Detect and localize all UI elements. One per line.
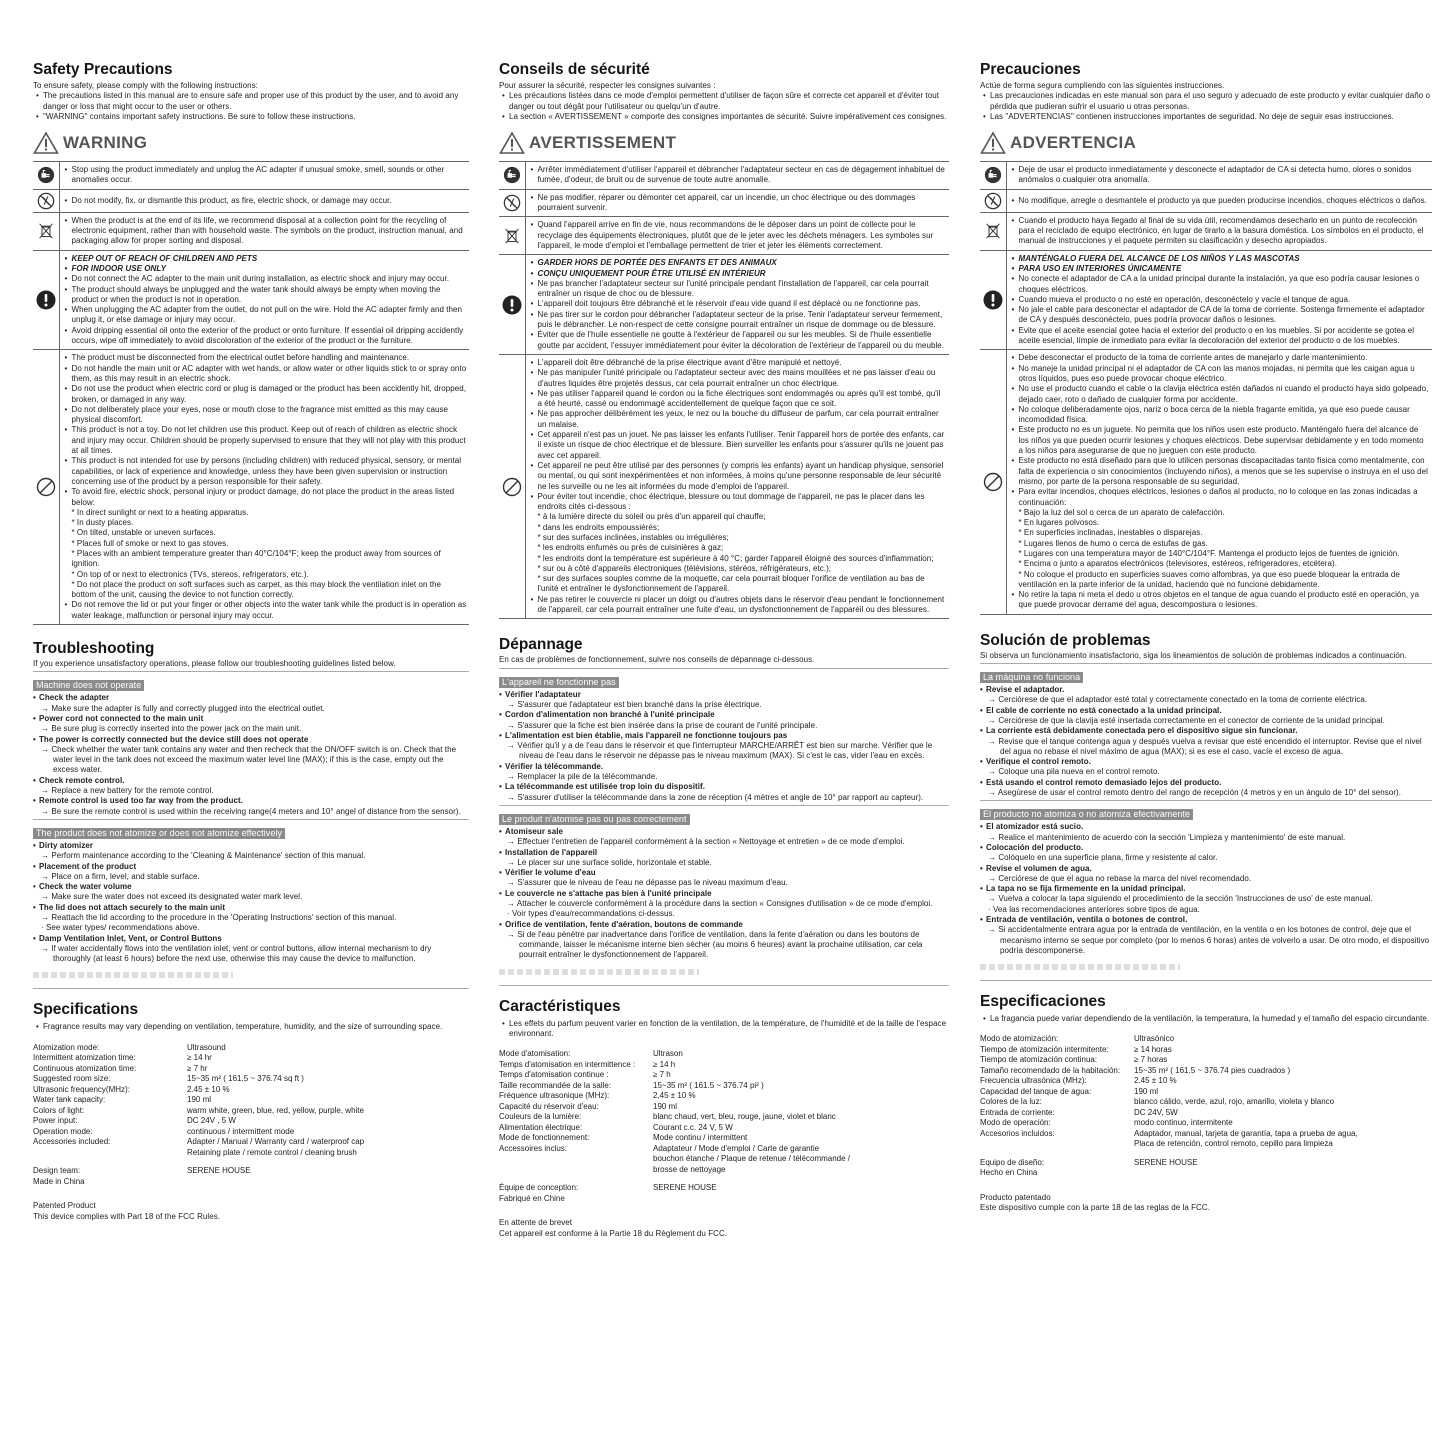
troubleshooting-answer: → Check whether the water tank contains any water and then recheck that the ON/OFF switch is on. Check that the water level in the tank does not exceed the maximum water level line (MAX); if this is the case, empty out the excess water. bbox=[41, 744, 457, 775]
warning-label: AVERTISSEMENT bbox=[529, 133, 677, 153]
safety-title: Safety Precautions bbox=[33, 61, 173, 78]
spec-label: Tamaño recomendado de la habitación: bbox=[980, 1065, 1121, 1075]
list-item: • Do not remove the lid or put your finger or other objects into the water tank while the product is in operation as water leakage, malfunction or personal injury may occur. bbox=[62, 600, 468, 621]
list-item: • When unplugging the AC adapter from the outlet, do not pull on the wire. Hold the AC adapter firmly and then unplug it, or else damage or injury may occur. bbox=[62, 305, 468, 326]
troubleshooting-answer: → S'assurer que la fiche est bien insérée dans la prise de courant de l'unité principale. bbox=[507, 720, 818, 730]
spec-label: Capacité du réservoir d'eau: bbox=[499, 1101, 599, 1111]
troubleshooting-title: Solución de problemas bbox=[980, 631, 1151, 649]
footer-line: Producto patentado bbox=[980, 1192, 1051, 1202]
team-value: SERENE HOUSE bbox=[653, 1183, 717, 1193]
team-label: Fabriqué en Chine bbox=[499, 1193, 565, 1203]
troubleshooting-answer: · Voir types d'eau/recommandations ci-dessus. bbox=[507, 909, 675, 919]
safety-intro: Pour assurer la sécurité, respecter les consignes suivantes : bbox=[499, 81, 716, 90]
list-item: • L'appareil doit toujours être débranché et le réservoir d'eau vide quand il est déplacé ou ne fonctionne pas. bbox=[528, 299, 948, 309]
troubleshooting-question: • Check the adapter bbox=[33, 693, 469, 703]
troubleshooting-question: • Cordon d'alimentation non branché à l'unité principale bbox=[499, 710, 949, 720]
warning-triangle-icon bbox=[33, 131, 59, 155]
faded-line bbox=[499, 969, 699, 975]
spec-value: ≥ 7 hr bbox=[187, 1063, 208, 1073]
unplug-icon bbox=[980, 166, 1006, 184]
spec-label: Colors of light: bbox=[33, 1105, 85, 1115]
troubleshooting-answer: → Be sure plug is correctly inserted into the power jack on the main unit. bbox=[41, 724, 302, 734]
warning-label: ADVERTENCIA bbox=[1010, 133, 1137, 153]
spec-value: Adapter / Manual / Warranty card / waterproof cap Retaining plate / remote control / cleaning brush bbox=[187, 1137, 365, 1157]
list-item: • Deje de usar el producto inmediatamente y desconecte el adaptador de CA si detecta humo, olores o sonidos anómalos o cualquier otra anomalía. bbox=[1009, 165, 1431, 186]
specifications-note: • La fragancia puede variar dependiendo de la ventilación, la temperatura, la humedad y el tamaño del espacio circundante. bbox=[980, 1014, 1432, 1024]
team-value bbox=[653, 1194, 949, 1205]
troubleshooting-question: • La tapa no se fija firmemente en la unidad principal. bbox=[980, 884, 1432, 894]
spec-value: 15~35 m² ( 161.5 ~ 376.74 pies cuadrados ) bbox=[1134, 1065, 1291, 1075]
spec-label: Mode de fonctionnement: bbox=[499, 1133, 590, 1143]
warning-row bbox=[980, 162, 1432, 190]
troubleshooting-question: • La corriente está debidamente conectada pero el dispositivo sigue sin funcionar. bbox=[980, 726, 1432, 736]
list-item: • La section « AVERTISSEMENT » comporte des consignes importantes de sécurité. Suivre impérativement ces consignes. bbox=[499, 112, 949, 122]
troubleshooting-question: • Check the water volume bbox=[33, 882, 469, 892]
list-item: • Les précautions listées dans ce mode d'emploi permettent d'utiliser de façon sûre et correcte cet appareil et d'éviter tout danger ou tout dégât pour l'utilisateur ou quelqu'un d'autre. bbox=[499, 91, 949, 112]
troubleshooting-answer: · See water types/ recommendations above. bbox=[41, 923, 200, 933]
troubleshooting-question: • Vérifier la télécommande. bbox=[499, 762, 949, 772]
faded-line bbox=[980, 964, 1180, 970]
list-item: • Arrêter immédiatement d'utiliser l'appareil et débrancher l'adaptateur secteur en cas de dégagement inhabituel de fumée, d'odeur, de bruit ou de survenue de toute autre anomalie. bbox=[528, 165, 948, 186]
troubleshooting-question: • Dirty atomizer bbox=[33, 841, 469, 851]
spec-value: ≥ 14 hr bbox=[187, 1053, 212, 1063]
spec-value: ≥ 7 horas bbox=[1134, 1055, 1168, 1065]
list-item: • Stop using the product immediately and unplug the AC adapter if unusual smoke, smell, sounds or other anomalies occur. bbox=[62, 165, 468, 186]
list-item: • No retire la tapa ni meta el dedo u otros objetos en el tanque de agua cuando el producto esté en operación, ya que puede provocar derrame del agua, descompostura o lesiones. bbox=[1009, 590, 1431, 611]
warning-row bbox=[499, 189, 949, 217]
list-item: • No coloque deliberadamente ojos, nariz o boca cerca de la niebla fragante emitida, ya que eso puede causar incomodidad física. bbox=[1009, 405, 1431, 426]
warning-row bbox=[499, 255, 949, 355]
list-item: • The product must be disconnected from the electrical outlet before handling and maintenance. bbox=[62, 353, 468, 363]
spec-value: Courant c.c. 24 V, 5 W bbox=[653, 1122, 733, 1132]
troubleshooting-question: • Power cord not connected to the main unit bbox=[33, 714, 469, 724]
list-item: • Ne pas tirer sur le cordon pour débrancher l'adaptateur secteur de la prise. Tenir l'adaptateur serveur fermement, puis le débrancher. Le non-respect de cette consigne pourrait entraîner un risque de dommage ou de blessure. bbox=[528, 310, 948, 331]
recycle-bin-icon bbox=[33, 222, 59, 240]
warning-table bbox=[980, 161, 1432, 615]
troubleshooting-answer: → Perform maintenance according to the 'Cleaning & Maintenance' section of this manual. bbox=[41, 851, 366, 861]
spec-value: ≥ 7 h bbox=[653, 1070, 671, 1080]
list-item: • Las precauciones indicadas en este manual son para el uso seguro y adecuado de este producto y evitar cualquier daño o pérdida que pudieran sufrir el usuario u otras personas. bbox=[980, 91, 1432, 112]
specifications-table bbox=[33, 1043, 469, 1159]
exclamation-icon bbox=[980, 290, 1006, 310]
troubleshooting-answer: → Vuelva a colocar la tapa siguiendo el procedimiento de la sección 'Instrucciones de uso' de este manual. bbox=[988, 894, 1373, 904]
list-item: • Para evitar incendios, choques eléctricos, lesiones o daños al producto, no lo coloque en las zonas indicadas a continuación: * Bajo la luz del sol o cerca de un aparato de calefacción. * En lugares polvosos. * En superficies inclinadas, inestables o disparejas. * Lugares llenos de humo o cerca de estufas de gas. * Lugares con una temperatura mayor de 140°C/104°F. Mantenga el producto lejos de fuentes de ignición. * Encima o junto a aparatos electrónicos (televisores, estéreos, refrigeradores, etcétera). * No coloque el producto en superficies suaves como alfombras, ya que eso puede bloquear la entrada de ventilación en la parte inferior de la unidad, haciendo que no funcione debidamente. bbox=[1009, 487, 1431, 590]
spec-value: continuous / intermittent mode bbox=[187, 1126, 295, 1136]
list-item: • Este producto no es un juguete. No permita que los niños usen este producto. Manténgalo fuera del alcance de los niños ya que pueden ocurrir lesiones y choques eléctricos. Debe supervisar debidamente y en todo momento a los niños para asegurarse de que no jueguen con este producto. bbox=[1009, 425, 1431, 456]
unplug-icon bbox=[33, 166, 59, 184]
team-value bbox=[187, 1177, 469, 1188]
spec-label: Modo de operación: bbox=[980, 1118, 1051, 1128]
troubleshooting-question: • Vérifier l'adaptateur bbox=[499, 690, 949, 700]
spec-label: Water tank capacity: bbox=[33, 1095, 106, 1105]
emphasis-item: • GARDER HORS DE PORTÉE DES ENFANTS ET DES ANIMAUX bbox=[528, 258, 948, 268]
warning-row bbox=[980, 350, 1432, 614]
list-item: • Ne pas modifier, réparer ou démonter cet appareil, car un incendie, un choc électrique ou des dommages pourraient survenir. bbox=[528, 193, 948, 214]
troubleshooting-intro: Si observa un funcionamiento insatisfactorio, siga los lineamientos de solución de problemas indicados a continuación. bbox=[980, 650, 1407, 660]
team-label: Hecho en China bbox=[980, 1168, 1038, 1178]
list-item: • No jale el cable para desconectar el adaptador de CA de la toma de corriente. Sostenga firmemente el adaptador de CA y después desconéctelo, pues podría provocar daños o lesiones. bbox=[1009, 305, 1431, 326]
list-item: • This product is not intended for use by persons (including children) with reduced physical, sensory, or mental capabilities, or lack of experience and knowledge, unless they have been given supervision or instruction concerning use of the product by a person responsible for their safety. bbox=[62, 456, 468, 487]
troubleshooting-question: • Placement of the product bbox=[33, 862, 469, 872]
spec-value: 190 ml bbox=[187, 1095, 212, 1105]
spec-label: Frecuencia ultrasónica (MHz): bbox=[980, 1076, 1087, 1086]
footer-line: Cet appareil est conforme à la Partie 18 du Règlement du FCC. bbox=[499, 1228, 728, 1238]
footer-line: Este dispositivo cumple con la parte 18 de las reglas de la FCC. bbox=[980, 1203, 1210, 1213]
safety-intro: Actúe de forma segura cumpliendo con las siguientes instrucciones. bbox=[980, 81, 1225, 90]
specifications-table bbox=[980, 1034, 1432, 1150]
list-item: • Ne pas manipuler l'unité principale ou l'adaptateur secteur avec des mains mouillées et ne pas laisser d'eau ou d'autres liquides être projetés dessus, car cela pourrait entraîner un choc électrique. bbox=[528, 368, 948, 389]
spec-label: Intermittent atomization time: bbox=[33, 1053, 136, 1063]
list-item: • Ne pas approcher délibérément les yeux, le nez ou la bouche du diffuseur de parfum, car cela pourrait entraîner un malaise. bbox=[528, 409, 948, 430]
specifications-table bbox=[499, 1049, 949, 1175]
spec-label: Accessories included: bbox=[33, 1137, 111, 1147]
french-column bbox=[499, 58, 949, 1239]
emphasis-item: • PARA USO EN INTERIORES ÚNICAMENTE bbox=[1009, 264, 1431, 274]
warning-row bbox=[980, 212, 1432, 250]
spec-label: Mode d'atomisation: bbox=[499, 1049, 571, 1059]
spec-label: Taille recommandée de la salle: bbox=[499, 1080, 612, 1090]
warning-row bbox=[33, 350, 469, 625]
prohibited-icon bbox=[499, 477, 525, 497]
spec-value: blanc chaud, vert, bleu, rouge, jaune, violet et blanc bbox=[653, 1112, 836, 1122]
warning-heading bbox=[33, 130, 469, 156]
team-label: Made in China bbox=[33, 1176, 85, 1186]
warning-row bbox=[33, 189, 469, 212]
spec-label: Power input: bbox=[33, 1116, 78, 1126]
no-disassemble-icon bbox=[980, 192, 1006, 210]
troubleshooting-group-title: The product does not atomize or does not atomize effectively bbox=[33, 828, 285, 839]
troubleshooting-question: • Verifique el control remoto. bbox=[980, 757, 1432, 767]
spec-label: Tiempo de atomización continua: bbox=[980, 1055, 1098, 1065]
spec-value: blanco cálido, verde, azul, rojo, amarillo, violeta y blanco bbox=[1134, 1097, 1335, 1107]
list-item: • When the product is at the end of its life, we recommend disposal at a collection point for the recycling of electronic equipment, rather than with household waste. The symbols on the product, instruction manual, and packaging allow for proper sorting and disposal. bbox=[62, 216, 468, 247]
troubleshooting-answer: → Be sure the remote control is used within the receiving range(4 meters and 10° angel of distance from the sensor). bbox=[41, 806, 461, 816]
warning-row bbox=[33, 250, 469, 350]
no-disassemble-icon bbox=[33, 192, 59, 210]
warning-heading bbox=[980, 130, 1432, 156]
no-disassemble-icon bbox=[499, 194, 525, 212]
troubleshooting-answer: → S'assurer d'utiliser la télécommande dans la zone de réception (4 mètres et angle de 10° par rapport au capteur). bbox=[507, 792, 924, 802]
spec-value: ≥ 14 h bbox=[653, 1059, 676, 1069]
specifications-note: • Fragrance results may vary depending on ventilation, temperature, humidity, and the size of surrounding space. bbox=[33, 1022, 469, 1032]
list-item: • The product should always be unplugged and the water tank should always be empty when moving the product or when the product is not in operation. bbox=[62, 285, 468, 306]
spec-value: DC 24V, 5W bbox=[1134, 1107, 1178, 1117]
faded-line bbox=[33, 972, 233, 978]
prohibited-icon bbox=[33, 477, 59, 497]
troubleshooting-answer: · Vea las recomendaciones anteriores sobre tipos de agua. bbox=[988, 904, 1200, 914]
list-item: • Éviter que de l'huile essentielle ne goutte à l'extérieur de l'appareil ou sur les meubles. Si de l'huile essentielle goutte par accident, l'essuyer immédiatement pour éviter la décoloration de l'extérieur de l'appareil ou du meuble. bbox=[528, 330, 948, 351]
warning-row bbox=[499, 217, 949, 255]
troubleshooting-group-title: El producto no atomiza o no atomiza efectivamente bbox=[980, 809, 1193, 820]
spec-label: Suggested room size: bbox=[33, 1074, 111, 1084]
troubleshooting-answer: → Cerciórese de que el adaptador esté total y correctamente conectado en la toma de corriente eléctrica. bbox=[988, 695, 1368, 705]
troubleshooting-answer: → Replace a new battery for the remote control. bbox=[41, 786, 214, 796]
team-value: SERENE HOUSE bbox=[1134, 1157, 1198, 1167]
spanish-column bbox=[980, 58, 1432, 1214]
troubleshooting-list bbox=[33, 671, 469, 964]
troubleshooting-answer: → Coloque una pila nueva en el control remoto. bbox=[988, 767, 1160, 777]
spec-label: Accesorios incluidos: bbox=[980, 1128, 1055, 1138]
troubleshooting-question: • Le couvercle ne s'attache pas bien à l'unité principale bbox=[499, 889, 949, 899]
list-item: • Pour éviter tout incendie, choc électrique, blessure ou tout dommage de l'appareil, ne pas le placer dans les endroits cités ci-dessous : * à la lumière directe du soleil ou près d'un appareil qui chauffe; * dans les endroits empoussiérés; * sur des surfaces inclinées, instables ou irrégulières; * les endroits enfumés ou près de cuisinières à gaz; * les endroits dont la température est supérieure à 40 °C; garder l'appareil éloigné des sources d'inflammation; * sur ou à côté d'appareils électroniques (télévisions, stéréos, réfrigérateurs, etc.); * sur des surfaces souples comme de la moquette, car cela pourrait bloquer l'orifice de ventilation au bas de l'unité et entraîner le dysfonctionnement de l'appareil. bbox=[528, 492, 948, 595]
troubleshooting-answer: → Remplacer la pile de la télécommande. bbox=[507, 772, 658, 782]
troubleshooting-question: • Colocación del producto. bbox=[980, 843, 1432, 853]
spec-value: Ultrason bbox=[653, 1049, 683, 1059]
troubleshooting-group-title: La máquina no funciona bbox=[980, 672, 1083, 683]
emphasis-item: • FOR INDOOR USE ONLY bbox=[62, 264, 468, 274]
troubleshooting-question: • Vérifier le volume d'eau bbox=[499, 868, 949, 878]
troubleshooting-list bbox=[980, 663, 1432, 956]
footer-line: Patented Product bbox=[33, 1201, 96, 1211]
spec-value: 2.45 ± 10 % bbox=[187, 1084, 230, 1094]
list-item: • No conecte el adaptador de CA a la unidad principal durante la instalación, ya que eso podría causar lesiones o choques eléctricos. bbox=[1009, 274, 1431, 295]
troubleshooting-answer: → Make sure the adapter is fully and correctly plugged into the electrical outlet. bbox=[41, 703, 325, 713]
troubleshooting-question: • Check remote control. bbox=[33, 776, 469, 786]
specifications-title: Caractéristiques bbox=[499, 997, 621, 1015]
spec-label: Capacidad del tanque de agua: bbox=[980, 1086, 1092, 1096]
warning-row bbox=[980, 189, 1432, 212]
troubleshooting-answer: → Si de l'eau pénètre par inadvertance dans l'orifice de ventilation, dans la fente d'aération ou dans les boutons de commande, laisser le mécanisme interne bien sécher (au moins 6 heures) avant la prochaine utilisation, car cela pourrait entraîner le dysfonctionnement de l'appareil. bbox=[507, 929, 923, 960]
spec-label: Temps d'atomisation continue : bbox=[499, 1070, 609, 1080]
list-item: • Las "ADVERTENCIAS" contienen instrucciones importantes de seguridad. No deje de seguir esas instrucciones. bbox=[980, 112, 1432, 122]
list-item: • L'appareil doit être débranché de la prise électrique avant d'être manipulé et nettoyé. bbox=[528, 358, 948, 368]
troubleshooting-question: • The power is correctly connected but the device still does not operate bbox=[33, 735, 469, 745]
list-item: • To avoid fire, electric shock, personal injury or product damage, do not place the product in the areas listed below: * In direct sunlight or next to a heating apparatus. * In dusty places. * On tilted, unstable or uneven surfaces. * Places full of smoke or next to gas stoves. * Places with an ambient temperature greater than 40°C/104°F; keep the product away from sources of ignition. * On top of or next to electronics (TVs, stereos, refrigerators, etc.). * Do not place the product on soft surfaces such as carpet, as this may block the ventilation inlet on the bottom of the unit, causing the device to not function correctly. bbox=[62, 487, 468, 600]
team-value bbox=[1134, 1168, 1432, 1179]
emphasis-item: • MANTÉNGALO FUERA DEL ALCANCE DE LOS NIÑOS Y LAS MASCOTAS bbox=[1009, 254, 1431, 264]
troubleshooting-title: Troubleshooting bbox=[33, 640, 155, 658]
troubleshooting-question: • Entrada de ventilación, ventila o botones de control. bbox=[980, 915, 1432, 925]
list-item: • No use el producto cuando el cable o la clavija eléctrica estén dañados ni cuando el producto haya sido golpeado, dejado caer, roto o dañado de cualquier forma por accidente. bbox=[1009, 384, 1431, 405]
safety-bullets bbox=[33, 91, 469, 122]
list-item: • Do not modify, fix, or dismantle this product, as fire, electric shock, or damage may occur. bbox=[62, 196, 468, 206]
spec-value: Mode continu / intermittent bbox=[653, 1133, 748, 1143]
spec-value: DC 24V , 5 W bbox=[187, 1116, 236, 1126]
troubleshooting-question: • Damp Ventilation Inlet, Vent, or Control Buttons bbox=[33, 934, 469, 944]
list-item: • Avoid dripping essential oil onto the exterior of the product or onto furniture. If essential oil dripping accidently occurs, wipe off immediately to avoid discoloration of the exterior of the product or the furniture. bbox=[62, 326, 468, 347]
troubleshooting-intro: En cas de problèmes de fonctionnement, suivre nos conseils de dépannage ci-dessous. bbox=[499, 655, 815, 665]
safety-title: Conseils de sécurité bbox=[499, 61, 650, 78]
safety-bullets bbox=[499, 91, 949, 122]
recycle-bin-icon bbox=[499, 227, 525, 245]
spec-label: Fréquence ultrasonique (MHz): bbox=[499, 1091, 610, 1101]
list-item: • Do not connect the AC adapter to the main unit during installation, as electric shock and injury may occur. bbox=[62, 274, 468, 284]
troubleshooting-question: • Revise el adaptador. bbox=[980, 685, 1432, 695]
list-item: • Quand l'appareil arrive en fin de vie, nous recommandons de le déposer dans un point de collecte pour le recyclage des équipements électroniques, plutôt que de le jeter avec les déchets ménagers. Les symboles sur l'appareil, le mode d'emploi et l'emballage permettent de trier et jeter les éléments correctement. bbox=[528, 220, 948, 251]
list-item: • No modifique, arregle o desmantele el producto ya que pueden producirse incendios, choques eléctricos o daños. bbox=[1009, 196, 1431, 206]
warning-row bbox=[33, 162, 469, 190]
list-item: • Cuando mueva el producto o no esté en operación, desconéctelo y vacíe el tanque de agua. bbox=[1009, 295, 1431, 305]
spec-value: 2.45 ± 10 % bbox=[1134, 1076, 1177, 1086]
list-item: • Do not use the product when electric cord or plug is damaged or the product has been accidently hit, dropped, broken, or damaged in any way. bbox=[62, 384, 468, 405]
list-item: • Este producto no está diseñado para que lo utilicen personas discapacitadas tanto física como mentalmente, con falta de experiencia o sin conocimientos (incluyendo niños), a menos que se les supervise o instruya en el uso del mismo, por parte de la persona responsable de su seguridad. bbox=[1009, 456, 1431, 487]
spec-value: 15~35 m² ( 161.5 ~ 376.74 sq ft ) bbox=[187, 1074, 304, 1084]
warning-row bbox=[499, 354, 949, 618]
safety-bullets bbox=[980, 91, 1432, 122]
spec-value: 190 ml bbox=[1134, 1086, 1159, 1096]
spec-label: Modo de atomización: bbox=[980, 1034, 1059, 1044]
troubleshooting-title: Dépannage bbox=[499, 636, 583, 654]
list-item: • Evite que el aceite esencial gotee hacia el exterior del producto o en los muebles. Si por accidente se gotea el aceite esencial, límpie de inmediato para evitar la decoloración del exterior del producto o de los muebles. bbox=[1009, 326, 1431, 347]
team-label: Équipe de conception: bbox=[499, 1183, 579, 1193]
list-item: • Cet appareil n'est pas un jouet. Ne pas laisser les enfants l'utiliser. Tenir l'appareil hors de portée des enfants, car il existe un risque de choc électrique et de blessure. Bien surveiller les enfants pour s'assurer qu'ils ne jouent pas avec cet appareil. bbox=[528, 430, 948, 461]
list-item: • "WARNING" contains important safety instructions. Be sure to follow these instructions. bbox=[33, 112, 469, 122]
troubleshooting-question: • L'alimentation est bien établie, mais l'appareil ne fonctionne toujours pas bbox=[499, 731, 949, 741]
emphasis-item: • CONÇU UNIQUEMENT POUR ÊTRE UTILISÉ EN INTÉRIEUR bbox=[528, 269, 948, 279]
prohibited-icon bbox=[980, 472, 1006, 492]
troubleshooting-answer: → Make sure the water does not exceed its designated water mark level. bbox=[41, 892, 303, 902]
warning-triangle-icon bbox=[980, 131, 1006, 155]
troubleshooting-answer: → Le placer sur une surface solide, horizontale et stable. bbox=[507, 857, 712, 867]
troubleshooting-question: • Revise el volumen de agua. bbox=[980, 864, 1432, 874]
spec-label: Temps d'atomisation en intermittence : bbox=[499, 1059, 636, 1069]
troubleshooting-group-title: Le produit n'atomise pas ou pas correctement bbox=[499, 814, 690, 825]
troubleshooting-question: • Installation de l'appareil bbox=[499, 848, 949, 858]
troubleshooting-question: • Remote control is used too far way from the product. bbox=[33, 796, 469, 806]
spec-label: Tiempo de atomización intermitente: bbox=[980, 1044, 1109, 1054]
specifications-note: • Les effets du parfum peuvent varier en fonction de la ventilation, de la température, de l'humidité et de la taille de l'espace environnant. bbox=[499, 1019, 949, 1040]
troubleshooting-answer: → If water accidentally flows into the ventilation inlet, vent or control buttons, allow internal mechanism to dry thoroughly (at least 6 hours) before the next use, otherwise this may cause the device to malfunction. bbox=[41, 943, 432, 964]
troubleshooting-group-title: Machine does not operate bbox=[33, 680, 144, 691]
spec-value: modo continuo, intermitente bbox=[1134, 1118, 1233, 1128]
spec-label: Atomization mode: bbox=[33, 1042, 100, 1052]
spec-label: Continuous atomization time: bbox=[33, 1063, 137, 1073]
unplug-icon bbox=[499, 166, 525, 184]
spec-label: Ultrasonic frequency(MHz): bbox=[33, 1084, 130, 1094]
warning-label: WARNING bbox=[63, 133, 148, 153]
spec-value: Ultrasónico bbox=[1134, 1034, 1175, 1044]
recycle-bin-icon bbox=[980, 222, 1006, 240]
troubleshooting-answer: → Place on a firm, level, and stable surface. bbox=[41, 871, 200, 881]
troubleshooting-answer: → Colóquelo en una superficie plana, firme y resistente al calor. bbox=[988, 853, 1218, 863]
spec-value: Adaptateur / Mode d'emploi / Carte de garantie bouchon étanche / Plaque de retenue / télécommande / brosse de nettoyage bbox=[653, 1143, 851, 1174]
troubleshooting-group-title: L'appareil ne fonctionne pas bbox=[499, 677, 619, 688]
troubleshooting-answer: → Asegúrese de usar el control remoto dentro del rango de recepción (4 metros y en un ángulo de 10° del sensor). bbox=[988, 788, 1402, 798]
list-item: • No maneje la unidad principal ni el adaptador de CA con las manos mojadas, ni permita que les caigan agua u otros líquidos, pues eso puede provocar choque eléctrico. bbox=[1009, 364, 1431, 385]
footer-line: This device complies with Part 18 of the FCC Rules. bbox=[33, 1211, 221, 1221]
list-item: • Cuando el producto haya llegado al final de su vida útil, recomendamos desecharlo en un punto de recolección para el reciclado de equipo electrónico, en lugar de tirarlo a la basura doméstica. Los símbolos en el producto, el manual de instrucciones y el paquete permiten su clasificación y desecho apropiados. bbox=[1009, 216, 1431, 247]
troubleshooting-answer: → Vérifier qu'il y a de l'eau dans le réservoir et que l'interrupteur MARCHE/ARRÊT est bien sur marche. Vérifier que le niveau de l'eau dans le réservoir ne dépasse pas le niveau maximum (MAX). Si c'est le cas, vider l'eau en excès. bbox=[507, 741, 933, 761]
warning-row bbox=[33, 212, 469, 250]
troubleshooting-answer: → Reattach the lid according to the procedure in the 'Operating Instructions' section of this manual. bbox=[41, 913, 397, 922]
troubleshooting-answer: → Effectuer l'entretien de l'appareil conformément à la section « Nettoyage et entretien » de ce mode d'emploi. bbox=[507, 837, 905, 847]
specifications-title: Specifications bbox=[33, 1001, 139, 1019]
team-value: SERENE HOUSE bbox=[187, 1166, 251, 1176]
team-label: Equipo de diseño: bbox=[980, 1157, 1045, 1167]
exclamation-icon bbox=[499, 295, 525, 315]
list-item: • Ne pas utiliser l'appareil quand le cordon ou la fiche électriques sont endommagés ou après qu'il est tombé, qu'il a été heurté, cassé ou endommagé accidentellement de quelque façon que ce soit. bbox=[528, 389, 948, 410]
safety-title: Precauciones bbox=[980, 61, 1081, 78]
troubleshooting-answer: → S'assurer que l'adaptateur est bien branché dans la prise électrique. bbox=[507, 699, 762, 709]
troubleshooting-question: • Está usando el control remoto demasiado lejos del producto. bbox=[980, 778, 1432, 788]
troubleshooting-question: • Orifice de ventilation, fente d'aération, boutons de commande bbox=[499, 920, 949, 930]
warning-row bbox=[980, 250, 1432, 350]
list-item: • The precautions listed in this manual are to ensure safe and proper use of this product by the user, and to avoid any danger or loss that might occur to the user or others. bbox=[33, 91, 469, 112]
warning-heading bbox=[499, 130, 949, 156]
spec-label: Colores de la luz: bbox=[980, 1097, 1042, 1107]
list-item: • Ne pas brancher l'adaptateur secteur sur l'unité principale pendant l'installation de l'appareil, car cela pourrait entraîner un risque de choc ou de blessure. bbox=[528, 279, 948, 300]
troubleshooting-question: • Atomiseur sale bbox=[499, 827, 949, 837]
spec-value: 2,45 ± 10 % bbox=[653, 1091, 696, 1101]
troubleshooting-answer: → Attacher le couvercle conformément à la procédure dans la section « Consignes d'utilisation » de ce mode d'emploi. bbox=[507, 899, 933, 908]
troubleshooting-answer: → Realice el mantenimiento de acuerdo con la sección 'Limpieza y mantenimiento' de este manual. bbox=[988, 832, 1346, 842]
spec-value: ≥ 14 horas bbox=[1134, 1044, 1172, 1054]
spec-value: Ultrasound bbox=[187, 1042, 226, 1052]
troubleshooting-answer: → Cerciórese de que el agua no rebase la marca del nivel recomendado. bbox=[988, 873, 1252, 883]
spec-value: 190 ml bbox=[653, 1101, 678, 1111]
list-item: • Ne pas retirer le couvercle ni placer un doigt ou d'autres objets dans le réservoir d'eau pendant le fonctionnement de l'appareil, car cela pourrait entraîner une fuite d'eau, un dysfonctionnement de l'appareil ou des blessures. bbox=[528, 595, 948, 616]
list-item: • Cet appareil ne peut être utilisé par des personnes (y compris les enfants) ayant un handicap physique, sensoriel ou mental, ou qui sont inexpérimentées et non informées, à moins qu'une personne responsable de leur sécurité ne les surveille ou ne les ait informées du mode d'emploi de l'appareil. bbox=[528, 461, 948, 492]
specifications-title: Especificaciones bbox=[980, 993, 1106, 1011]
troubleshooting-answer: → Si accidentalmente entrara agua por la entrada de ventilación, en la ventila o en los botones de control, deje que el mecanismo interno se seque por completo (por lo menos 6 horas) antes de volverlo a usar. De otro modo, el dispositivo podría descomponerse. bbox=[988, 925, 1430, 955]
list-item: • Do not deliberately place your eyes, nose or mouth close to the fragrance mist emitted as this may cause physical discomfort. bbox=[62, 405, 468, 426]
spec-label: Alimentation électrique: bbox=[499, 1122, 583, 1132]
warning-triangle-icon bbox=[499, 131, 525, 155]
troubleshooting-intro: If you experience unsatisfactory operations, please follow our troubleshooting guidelines listed below. bbox=[33, 659, 396, 669]
spec-value: Adaptador, manual, tarjeta de garantía, tapa a prueba de agua, Placa de retención, control remoto, cepillo para limpieza bbox=[1134, 1128, 1358, 1149]
troubleshooting-answer: → Revise que el tanque contenga agua y después vuelva a revisar que esté encendido el interruptor. Revise que el nivel del agua no rebase el nivel máximo de agua (MAX); si es ese el caso, vacíe el exceso de agua. bbox=[988, 736, 1422, 756]
exclamation-icon bbox=[33, 290, 59, 310]
safety-intro: To ensure safety, please comply with the following instructions: bbox=[33, 81, 258, 90]
troubleshooting-answer: → S'assurer que le niveau de l'eau ne dépasse pas le niveau maximum d'eau. bbox=[507, 878, 788, 888]
team-label: Design team: bbox=[33, 1166, 81, 1176]
troubleshooting-question: • El cable de corriente no está conectado a la unidad principal. bbox=[980, 706, 1432, 716]
spec-value: warm white, green, blue, red, yellow, purple, white bbox=[187, 1105, 364, 1115]
troubleshooting-list bbox=[499, 668, 949, 961]
emphasis-item: • KEEP OUT OF REACH OF CHILDREN AND PETS bbox=[62, 254, 468, 264]
troubleshooting-question: • El atomizador está sucio. bbox=[980, 822, 1432, 832]
spec-label: Entrada de corriente: bbox=[980, 1107, 1055, 1117]
troubleshooting-answer: → Cerciórese de que la clavija esté insertada correctamente en el conector de corriente de la unidad principal. bbox=[988, 715, 1385, 725]
spec-value: 15~35 m² ( 161.5 ~ 376.74 pi² ) bbox=[653, 1080, 764, 1090]
troubleshooting-question: • The lid does not attach securely to the main unit bbox=[33, 903, 469, 913]
warning-row bbox=[499, 162, 949, 190]
english-column bbox=[33, 58, 469, 1222]
spec-label: Accessoires inclus: bbox=[499, 1143, 568, 1153]
footer-line: En attente de brevet bbox=[499, 1218, 573, 1228]
list-item: • Debe desconectar el producto de la toma de corriente antes de manejarlo y darle mantenimiento. bbox=[1009, 353, 1431, 363]
warning-table bbox=[33, 161, 469, 625]
warning-table bbox=[499, 161, 949, 619]
troubleshooting-question: • La télécommande est utilisée trop loin du dispositif. bbox=[499, 782, 949, 792]
list-item: • This product is not a toy. Do not let children use this product. Keep out of reach of children as electric shock and injury may occur. Children should be properly supervised to ensure that they will not play with this product at all times. bbox=[62, 425, 468, 456]
spec-label: Operation mode: bbox=[33, 1126, 93, 1136]
list-item: • Do not handle the main unit or AC adapter with wet hands, or allow water or other liquids stick to or spray onto them, as this may result in an electric shock. bbox=[62, 364, 468, 385]
spec-label: Couleurs de la lumière: bbox=[499, 1112, 582, 1122]
